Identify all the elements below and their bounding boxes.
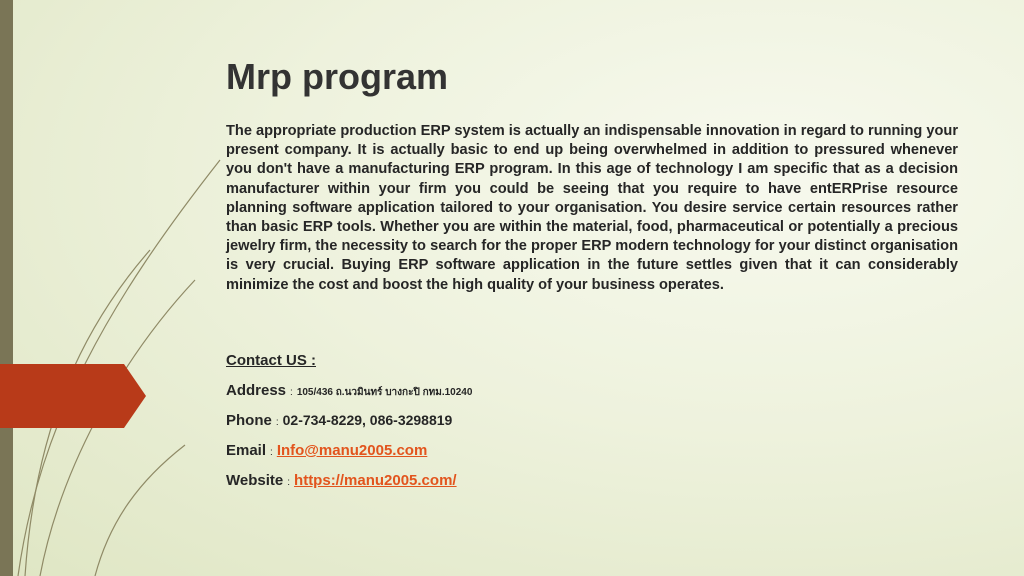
website-link[interactable]: https://manu2005.com/ xyxy=(294,472,457,489)
colon: : xyxy=(270,447,273,458)
colon: : xyxy=(275,417,279,428)
address-value: 105/436 ถ.นวมินทร์ บางกะปิ กทม.10240 xyxy=(296,387,473,398)
colon: : xyxy=(290,387,293,398)
contact-heading: Contact US : xyxy=(226,352,316,369)
colon: : xyxy=(287,477,291,488)
page-title: Mrp program xyxy=(226,56,449,97)
phone-row xyxy=(226,412,452,430)
phone-label: Phone xyxy=(226,412,272,429)
decorative-lines xyxy=(0,0,230,576)
body-paragraph: The appropriate production ERP system is actually an indispensable innovation in regard to running your present company. It is actually basic to end up being overwhelmed in addition to pressured whenever you don't have a manufacturing ERP program. In this age of technology I am specific that as a decision manufacturer within your firm you could be seeing that you require to have entERPrise resource planning software application tailored to your organisation. You desire service certain resources rather than basic ERP tools. Whether you are within the material, food, pharmaceutical or potentially a precious jewelry firm, the necessity to search for the proper ERP modern technology for your distinct organisation is very crucial. Buying ERP software application in the future settles given that it can considerably minimize the cost and boost the high quality of your business operates. xyxy=(226,123,958,293)
email-row xyxy=(226,442,427,460)
address-row xyxy=(226,382,472,400)
red-arrow-tab xyxy=(0,364,146,428)
website-label: Website xyxy=(226,472,284,489)
address-label: Address xyxy=(226,382,287,399)
website-row xyxy=(226,472,457,490)
email-link[interactable]: Info@manu2005.com xyxy=(276,442,428,459)
phone-value: 02-734-8229, 086-3298819 xyxy=(282,412,453,428)
email-label: Email xyxy=(226,442,267,459)
